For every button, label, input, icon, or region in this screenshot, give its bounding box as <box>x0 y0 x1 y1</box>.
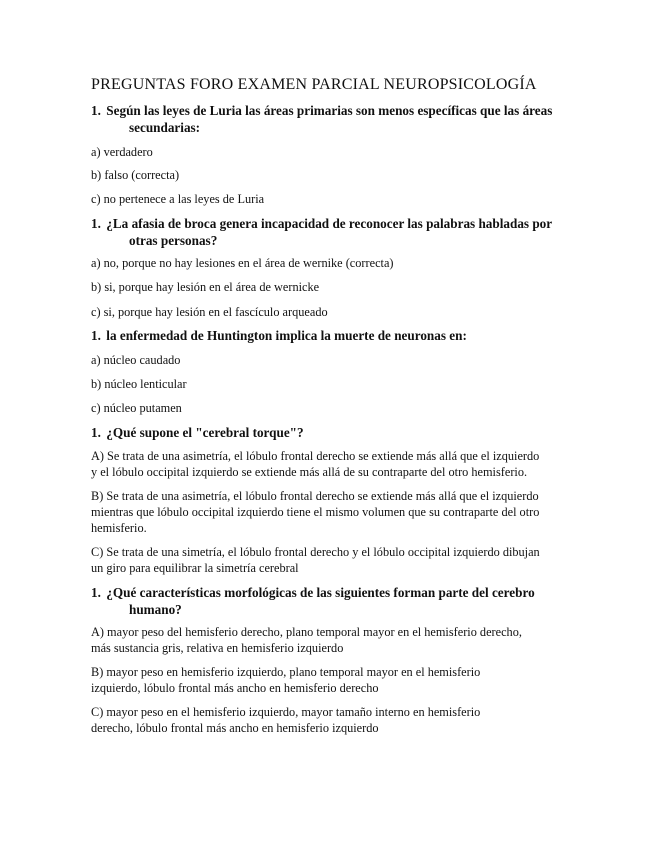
question-3 <box>91 327 561 344</box>
question-5 <box>91 584 561 618</box>
q5-option-a-line-2: más sustancia gris, relativa en hemisferio izquierdo <box>91 641 344 655</box>
q4-option-b-line-1: B) Se trata de una asimetría, el lóbulo frontal derecho se extiende más allá que el izquierdo <box>91 489 539 503</box>
q3-option-c: c) núcleo putamen <box>91 401 182 415</box>
question-4 <box>91 424 561 441</box>
q1-option-b: b) falso (correcta) <box>91 168 180 182</box>
question-text-cont: secundarias: <box>129 120 201 135</box>
question-text: ¿La afasia de broca genera incapacidad de reconocer las palabras habladas por <box>106 216 553 231</box>
question-text: ¿Qué supone el "cerebral torque"? <box>106 425 304 440</box>
q3-option-b: b) núcleo lenticular <box>91 377 187 391</box>
q3-option-a: a) núcleo caudado <box>91 353 181 367</box>
q5-option-a <box>91 624 522 656</box>
question-text-cont: otras personas? <box>129 233 218 248</box>
q5-option-c-line-1: C) mayor peso en el hemisferio izquierdo, mayor tamaño interno en hemisferio <box>91 705 481 719</box>
q5-option-a-line-1: A) mayor peso del hemisferio derecho, plano temporal mayor en el hemisferio derecho, <box>91 625 522 639</box>
question-text: la enfermedad de Huntington implica la muerte de neuronas en: <box>106 328 467 343</box>
q4-option-c <box>91 544 540 576</box>
question-text: Según las leyes de Luria las áreas primarias son menos específicas que las áreas <box>106 103 553 118</box>
q4-option-c-line-1: C) Se trata de una simetría, el lóbulo frontal derecho y el lóbulo occipital izquierdo dibujan <box>91 545 540 559</box>
q4-option-a <box>91 448 539 480</box>
question-number: 1. <box>91 328 101 343</box>
q4-option-b <box>91 488 539 536</box>
document-title: PREGUNTAS FORO EXAMEN PARCIAL NEUROPSICOLOGÍA <box>91 76 537 93</box>
question-number: 1. <box>91 103 101 118</box>
question-number: 1. <box>91 585 101 600</box>
q1-option-a: a) verdadero <box>91 145 153 159</box>
question-1 <box>91 102 561 136</box>
q5-option-b <box>91 664 480 696</box>
q5-option-c-line-2: derecho, lóbulo frontal más ancho en hemisferio izquierdo <box>91 721 379 735</box>
q4-option-b-line-3: hemisferio. <box>91 521 147 535</box>
question-number: 1. <box>91 216 101 231</box>
question-2 <box>91 215 561 249</box>
q2-option-b: b) si, porque hay lesión en el área de wernicke <box>91 280 320 294</box>
question-number: 1. <box>91 425 101 440</box>
q4-option-a-line-1: A) Se trata de una asimetría, el lóbulo frontal derecho se extiende más allá que el izquierdo <box>91 449 540 463</box>
q4-option-a-line-2: y el lóbulo occipital izquierdo se extiende más allá de su contraparte del otro hemisferio. <box>91 465 528 479</box>
question-text: ¿Qué características morfológicas de las siguientes forman parte del cerebro <box>106 585 535 600</box>
q5-option-c <box>91 704 480 736</box>
q2-option-c: c) si, porque hay lesión en el fascículo arqueado <box>91 305 328 319</box>
q2-option-a: a) no, porque no hay lesiones en el área de wernike (correcta) <box>91 256 394 270</box>
q4-option-c-line-2: un giro para equilibrar la simetría cerebral <box>91 561 299 575</box>
q5-option-b-line-2: izquierdo, lóbulo frontal más ancho en hemisferio derecho <box>91 681 379 695</box>
q5-option-b-line-1: B) mayor peso en hemisferio izquierdo, plano temporal mayor en el hemisferio <box>91 665 481 679</box>
q4-option-b-line-2: mientras que lóbulo occipital izquierdo tiene el mismo volumen que su contraparte del otro <box>91 505 540 519</box>
q1-option-c: c) no pertenece a las leyes de Luria <box>91 192 265 206</box>
question-text-cont: humano? <box>129 602 182 617</box>
